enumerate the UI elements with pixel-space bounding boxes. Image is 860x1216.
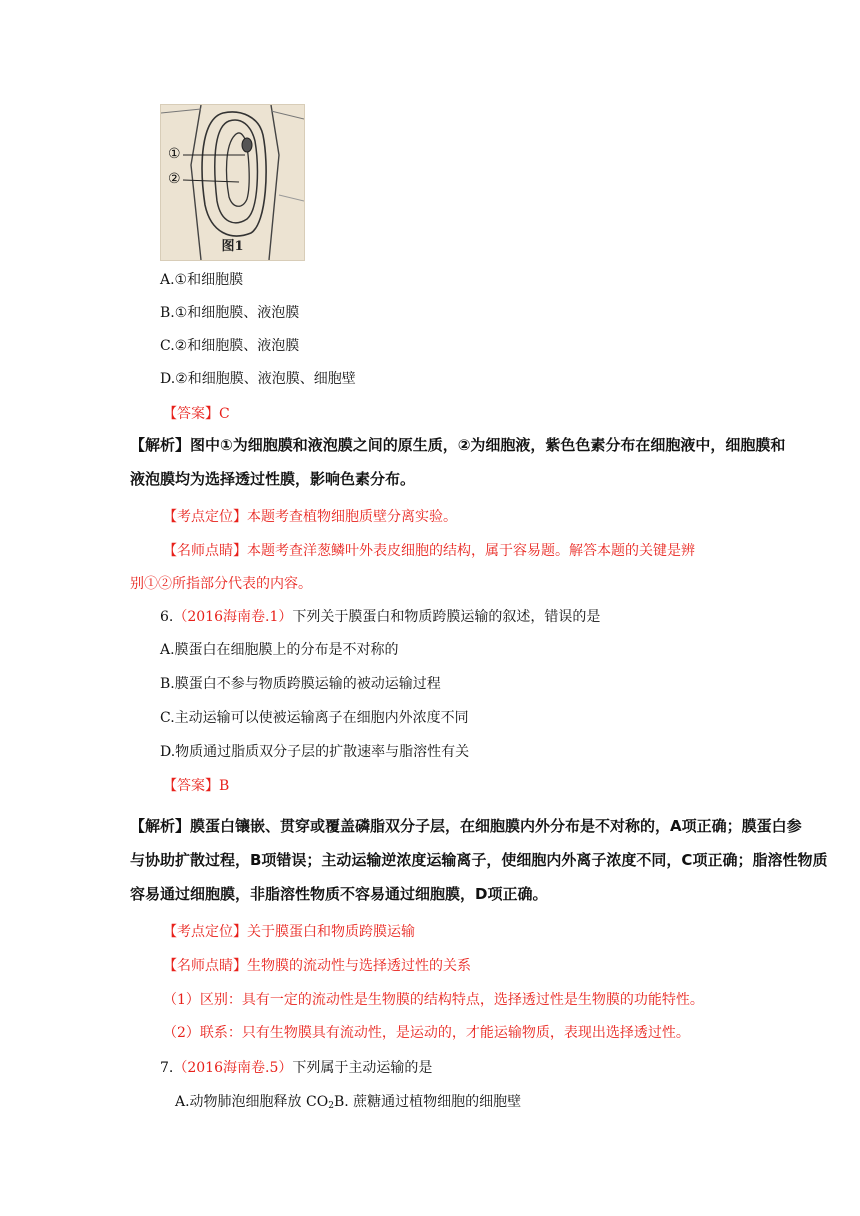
q6-kaodian: [163, 922, 415, 942]
analysis-text: 膜蛋白镶嵌、贯穿或覆盖磷脂双分子层，在细胞膜内外分布是不对称的，A项正确；膜蛋白参: [190, 817, 802, 835]
q5-answer: [163, 404, 230, 424]
q6-number: 6.: [160, 609, 174, 625]
q6-stem-text: 下列关于膜蛋白和物质跨膜运输的叙述，错误的是: [292, 609, 601, 625]
q5-option-a: A.①和细胞膜: [160, 272, 244, 288]
answer-value: C: [219, 406, 230, 422]
q6-option-d: D.物质通过脂质双分子层的扩散速率与脂溶性有关: [160, 744, 470, 760]
answer-tag: 【答案】: [163, 778, 219, 794]
q7-stem: [160, 1058, 432, 1078]
q7-options-line: [175, 1092, 521, 1116]
q6-option-a: A.膜蛋白在细胞膜上的分布是不对称的: [160, 642, 399, 658]
marker-1: ①: [168, 146, 181, 162]
mingshi-tag: 【名师点睛】: [163, 543, 247, 559]
q5-option-c: C.②和细胞膜、液泡膜: [160, 338, 300, 354]
q5-kaodian: [163, 507, 457, 527]
q7-source: （2016海南卷.5）: [173, 1060, 293, 1076]
q5-option-d: D.②和细胞膜、液泡膜、细胞壁: [160, 371, 356, 387]
q7-number: 7.: [160, 1060, 174, 1076]
q5-option-b: B.①和细胞膜、液泡膜: [160, 305, 300, 321]
figure-caption: 图1: [221, 239, 244, 254]
q5-analysis-line2: 液泡膜均为选择透过性膜，影响色素分布。: [130, 470, 416, 488]
q7-option-a: A.动物肺泡细胞释放 CO: [175, 1094, 329, 1110]
analysis-tag: 【解析】: [130, 817, 191, 835]
q5-mingshi-line2: 别①②所指部分代表的内容。: [130, 576, 312, 592]
mingshi-tag: 【名师点睛】: [163, 958, 247, 974]
q6-analysis-line1: [130, 815, 802, 837]
q6-answer: [163, 776, 229, 796]
kaodian-tag: 【考点定位】: [163, 509, 247, 525]
kaodian-text: 关于膜蛋白和物质跨膜运输: [247, 924, 415, 940]
q6-analysis-line3: 容易通过细胞膜，非脂溶性物质不容易通过细胞膜，D项正确。: [130, 885, 548, 903]
q6-point-1: （1）区别：具有一定的流动性是生物膜的结构特点，选择透过性是生物膜的功能特性。: [163, 992, 704, 1008]
q6-point-2: （2）联系：只有生物膜具有流动性，是运动的，才能运输物质，表现出选择透过性。: [163, 1025, 690, 1041]
q5-mingshi-line1: [163, 541, 695, 561]
kaodian-tag: 【考点定位】: [163, 924, 247, 940]
q6-option-c: C.主动运输可以使被运输离子在细胞内外浓度不同: [160, 710, 469, 726]
cell-figure: [160, 104, 305, 261]
q7-option-a-subscript: 2: [328, 1101, 334, 1111]
q5-analysis-line1: [130, 434, 785, 456]
mingshi-text: 本题考查洋葱鳞叶外表皮细胞的结构，属于容易题。解答本题的关键是辨: [247, 543, 695, 559]
q6-source: （2016海南卷.1）: [173, 609, 293, 625]
q7-option-b: B. 蔗糖通过植物细胞的细胞壁: [333, 1094, 522, 1110]
q6-mingshi: [163, 956, 471, 976]
kaodian-text: 本题考查植物细胞质壁分离实验。: [247, 509, 457, 525]
marker-2: ②: [168, 171, 181, 187]
analysis-text: 图中①为细胞膜和液泡膜之间的原生质，②为细胞液，紫色色素分布在细胞液中，细胞膜和: [190, 436, 786, 454]
answer-value: B: [219, 778, 230, 794]
q6-option-b: B.膜蛋白不参与物质跨膜运输的被动运输过程: [160, 676, 441, 692]
mingshi-text: 生物膜的流动性与选择透过性的关系: [247, 958, 471, 974]
analysis-tag: 【解析】: [130, 436, 191, 454]
q6-stem: [160, 607, 600, 627]
answer-tag: 【答案】: [163, 406, 219, 422]
q7-stem-text: 下列属于主动运输的是: [292, 1060, 433, 1076]
q6-analysis-line2: 与协助扩散过程，B项错误；主动运输逆浓度运输离子，使细胞内外离子浓度不同，C项正确；脂溶性物质: [130, 851, 828, 869]
